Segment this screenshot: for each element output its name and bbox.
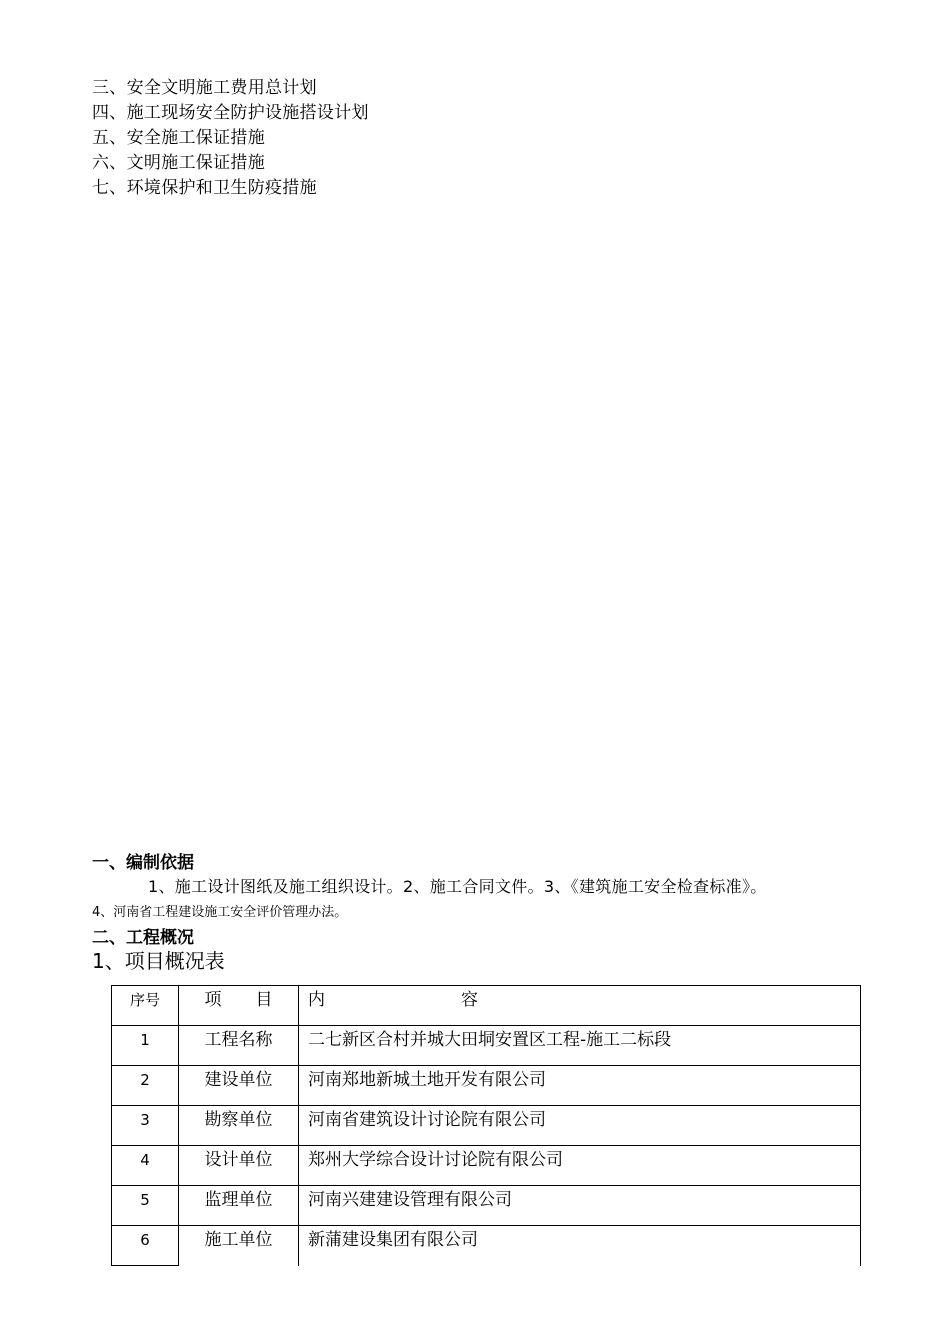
row-no: 2 <box>112 1066 179 1106</box>
toc-item-6: 六、文明施工保证措施 <box>92 153 265 173</box>
project-overview-table <box>111 985 861 1266</box>
row-item: 施工单位 <box>179 1226 299 1266</box>
header-no: 序号 <box>112 986 179 1026</box>
toc-item-7: 七、环境保护和卫生防疫措施 <box>92 178 317 198</box>
row-content: 二七新区合村并城大田垌安置区工程-施工二标段 <box>299 1026 861 1066</box>
row-content: 郑州大学综合设计讨论院有限公司 <box>299 1146 861 1186</box>
row-item: 设计单位 <box>179 1146 299 1186</box>
table-row <box>112 1226 861 1266</box>
row-content: 河南兴建建设管理有限公司 <box>299 1186 861 1226</box>
row-item: 监理单位 <box>179 1186 299 1226</box>
row-no: 5 <box>112 1186 179 1226</box>
toc-item-4: 四、施工现场安全防护设施搭设计划 <box>92 103 369 123</box>
toc-item-3: 三、安全文明施工费用总计划 <box>92 78 317 98</box>
subheading-project-table: 1、项目概况表 <box>92 949 225 973</box>
row-no: 6 <box>112 1226 179 1266</box>
row-content: 河南省建筑设计讨论院有限公司 <box>299 1106 861 1146</box>
table-row <box>112 1026 861 1066</box>
basis-paragraph-line1: 1、施工设计图纸及施工组织设计。2、施工合同文件。3、《建筑施工安全检查标准》。 <box>148 877 767 896</box>
table-row <box>112 1186 861 1226</box>
section-heading-overview: 二、工程概况 <box>92 928 194 948</box>
header-item: 项 目 <box>179 986 299 1026</box>
row-no: 3 <box>112 1106 179 1146</box>
row-item: 工程名称 <box>179 1026 299 1066</box>
section-heading-basis: 一、编制依据 <box>92 853 194 873</box>
table-row <box>112 1066 861 1106</box>
row-no: 1 <box>112 1026 179 1066</box>
table-row <box>112 1106 861 1146</box>
basis-paragraph-line2: 4、河南省工程建设施工安全评价管理办法。 <box>92 905 348 920</box>
table-row <box>112 1146 861 1186</box>
toc-item-5: 五、安全施工保证措施 <box>92 128 265 148</box>
header-content: 内 容 <box>299 986 861 1026</box>
row-item: 勘察单位 <box>179 1106 299 1146</box>
row-content: 河南郑地新城土地开发有限公司 <box>299 1066 861 1106</box>
row-no: 4 <box>112 1146 179 1186</box>
table-header-row <box>112 986 861 1026</box>
table-of-contents <box>92 76 369 201</box>
row-item: 建设单位 <box>179 1066 299 1106</box>
row-content: 新蒲建设集团有限公司 <box>299 1226 861 1266</box>
